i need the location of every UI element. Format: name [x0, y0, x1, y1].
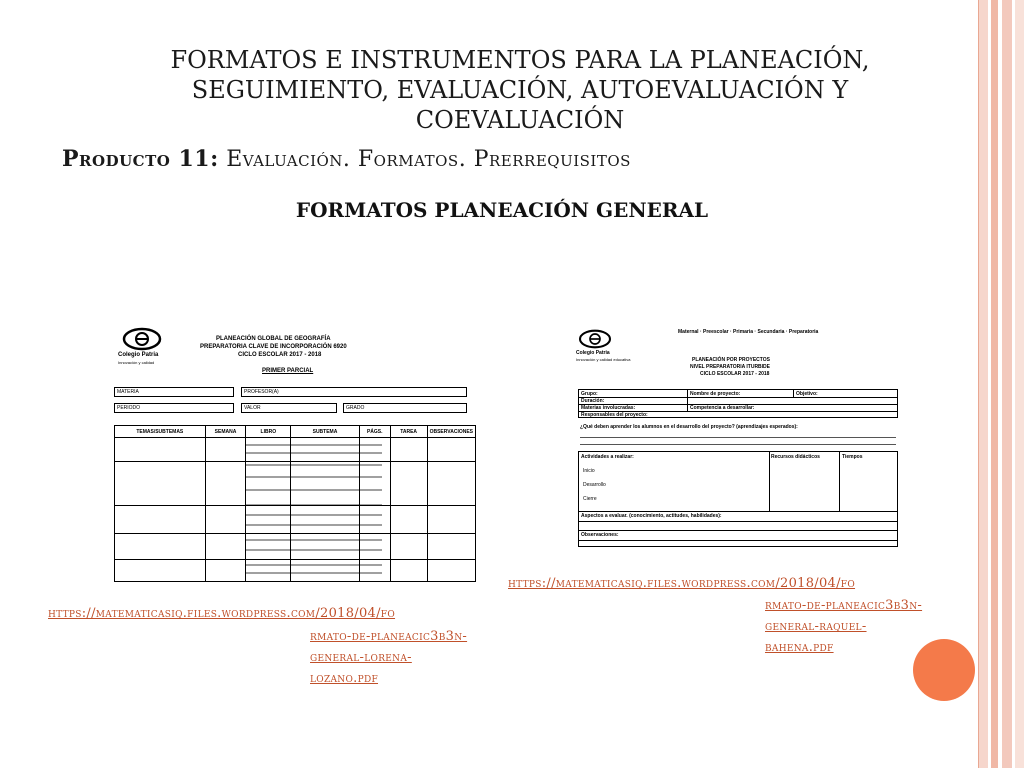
decor-stripe: [978, 0, 988, 768]
subtitle-bold: Producto 11:: [62, 146, 219, 172]
row-responsables: Responsables del proyecto:: [581, 412, 648, 418]
col-semana: SEMANA: [205, 426, 246, 438]
slide-subtitle: [62, 146, 631, 172]
levels: Maternal · Preescolar · Primaria · Secundaria · Preparatoria: [678, 329, 819, 335]
decor-circle: [913, 639, 975, 701]
planeacion-global-document: [112, 325, 478, 583]
doc-title-1: PLANEACIÓN GLOBAL DE GEOGRAFÍA: [216, 336, 331, 342]
row-nombre: Nombre de proyecto:: [690, 391, 741, 397]
field-grado: GRADO: [346, 405, 365, 411]
answer-line: [580, 444, 896, 445]
resources-label: Recursos didácticos: [771, 454, 820, 460]
link-lorena-line4[interactable]: lozano.pdf: [310, 671, 379, 686]
subtitle-rest: Evaluación. Formatos. Prerrequisitos: [218, 147, 631, 172]
phase-desarrollo: Desarrollo: [583, 482, 606, 488]
link-raquel-line1[interactable]: https://matematicasiq.files.wordpress.com/2018/04/fo: [508, 576, 856, 591]
decor-stripe: [991, 0, 998, 768]
field-materia: MATERIA: [117, 389, 139, 395]
doc-title-3: CICLO ESCOLAR 2017 - 2018: [700, 371, 770, 377]
link-lorena-line3[interactable]: general-lorena-: [310, 650, 412, 665]
link-raquel-line4[interactable]: bahena.pdf: [765, 640, 834, 655]
table-subdivisions: [112, 325, 478, 583]
doc-title-2: NIVEL PREPARATORIA ITURBIDE: [690, 364, 771, 370]
logo-subtitle: Innovación y calidad educativa: [576, 357, 631, 362]
slide-title: FORMATOS E INSTRUMENTOS PARA LA PLANEACIÓN, SEGUIMIENTO, EVALUACIÓN, AUTOEVALUACIÓN Y COEVALUACIÓN: [170, 46, 870, 134]
activities-label: Actividades a realizar:: [581, 454, 634, 460]
logo-name: Colegio Patria: [576, 350, 610, 356]
col-temas: TEMAS/SUBTEMAS: [115, 426, 206, 438]
row-duracion: Duración:: [581, 398, 605, 404]
field-periodo: PERIODO: [117, 405, 141, 411]
doc-title-1: PLANEACIÓN POR PROYECTOS: [692, 357, 770, 363]
phase-cierre: Cierre: [583, 496, 597, 502]
planeacion-proyectos-document: [574, 325, 902, 549]
phase-inicio: Inicio: [583, 468, 595, 474]
doc-title-2: PREPARATORIA CLAVE DE INCORPORACIÓN 6920: [200, 344, 347, 350]
doc-section: PRIMER PARCIAL: [262, 368, 314, 374]
col-pags: PÁGS.: [359, 426, 390, 438]
doc-title-3: CICLO ESCOLAR 2017 - 2018: [238, 352, 322, 358]
field-profesor: PROFESOR(A): [244, 389, 279, 395]
activities-box: [578, 451, 898, 547]
logo-name: Colegio Patria: [118, 352, 159, 358]
times-label: Tiempos: [842, 454, 863, 460]
link-raquel-line3[interactable]: general-raquel-: [765, 619, 867, 634]
col-observaciones: OBSERVACIONES: [427, 426, 475, 438]
observations-label: Observaciones:: [581, 532, 619, 538]
row-competencia: Competencia a desarrollar:: [690, 405, 755, 411]
row-grupo: Grupo:: [581, 391, 598, 397]
question-label: ¿Qué deben aprender los alumnos en el desarrollo del proyecto? (aprendizajes esperados):: [580, 424, 798, 430]
aspects-label: Aspectos a evaluar. (conocimiento, actitudes, habilidades):: [581, 513, 722, 519]
col-tarea: TAREA: [390, 426, 427, 438]
col-libro: LIBRO: [246, 426, 291, 438]
decor-stripe: [978, 0, 979, 768]
project-info-box: [578, 389, 898, 418]
link-lorena-line2[interactable]: rmato-de-planeacic3b3n-: [310, 629, 468, 644]
decor-stripe: [1002, 0, 1012, 768]
decor-stripe: [1015, 0, 1024, 768]
school-logo-icon: [578, 329, 612, 349]
link-lorena-line1[interactable]: https://matematicasiq.files.wordpress.com/2018/04/fo: [48, 606, 396, 621]
logo-subtitle: Innovación y calidad: [118, 360, 155, 365]
link-raquel-line2[interactable]: rmato-de-planeacic3b3n-: [765, 598, 923, 613]
col-subtema: SUBTEMA: [291, 426, 360, 438]
section-heading: FORMATOS PLANEACIÓN GENERAL: [295, 198, 709, 222]
field-valor: VALOR: [244, 405, 261, 411]
row-objetivo: Objetivo:: [796, 391, 818, 397]
answer-line: [580, 437, 896, 438]
row-materias: Materias involucradas:: [581, 405, 636, 411]
